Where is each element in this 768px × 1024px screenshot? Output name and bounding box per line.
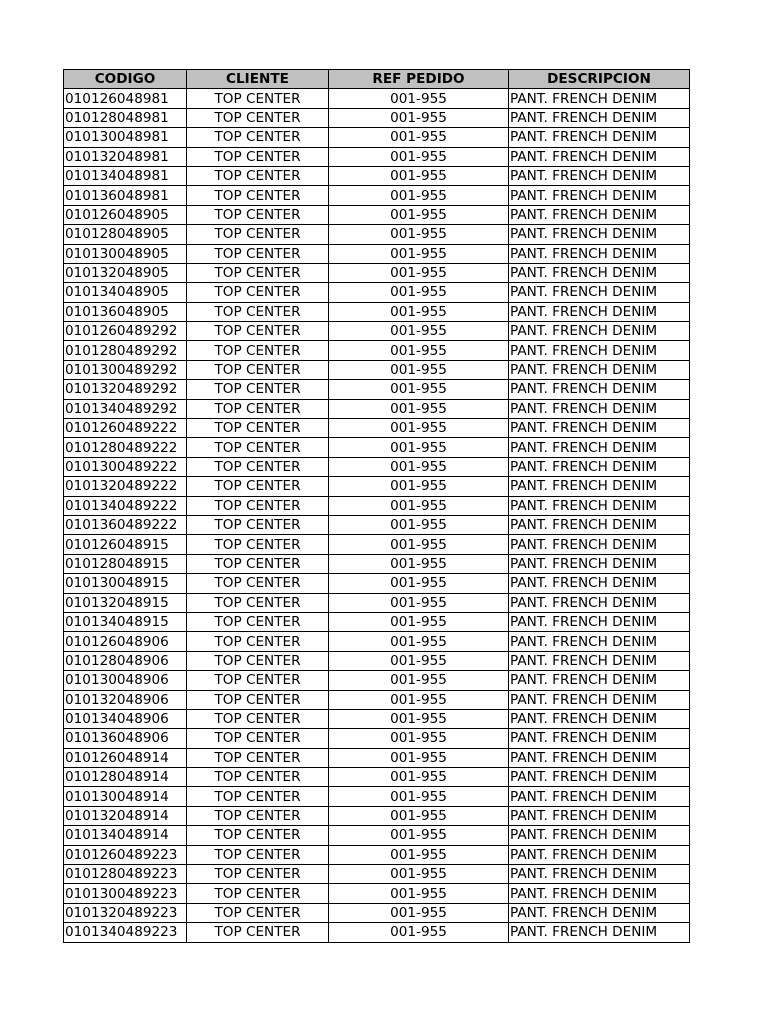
ref-pedido-cell[interactable]: 001-955	[329, 108, 509, 127]
codigo-cell[interactable]: 010130048905	[64, 244, 187, 263]
column-header-cliente[interactable]: CLIENTE	[187, 70, 329, 89]
cliente-cell[interactable]: TOP CENTER	[187, 865, 329, 884]
codigo-cell[interactable]: 010128048906	[64, 651, 187, 670]
cliente-cell[interactable]: TOP CENTER	[187, 535, 329, 554]
descripcion-cell[interactable]: PANT. FRENCH DENIM	[509, 845, 690, 864]
table-row	[64, 186, 690, 205]
descripcion-cell[interactable]: PANT. FRENCH DENIM	[509, 225, 690, 244]
cliente-cell[interactable]: TOP CENTER	[187, 826, 329, 845]
codigo-cell[interactable]: 010134048981	[64, 166, 187, 185]
cliente-cell[interactable]: TOP CENTER	[187, 322, 329, 341]
descripcion-cell[interactable]: PANT. FRENCH DENIM	[509, 671, 690, 690]
table-row	[64, 108, 690, 127]
ref-pedido-cell[interactable]: 001-955	[329, 845, 509, 864]
cliente-cell[interactable]: TOP CENTER	[187, 244, 329, 263]
ref-pedido-cell[interactable]: 001-955	[329, 748, 509, 767]
descripcion-cell[interactable]: PANT. FRENCH DENIM	[509, 477, 690, 496]
ref-pedido-cell[interactable]: 001-955	[329, 574, 509, 593]
codigo-cell[interactable]: 0101340489292	[64, 399, 187, 418]
codigo-cell[interactable]: 010128048981	[64, 108, 187, 127]
cliente-cell[interactable]: TOP CENTER	[187, 147, 329, 166]
ref-pedido-cell[interactable]: 001-955	[329, 768, 509, 787]
cliente-cell[interactable]: TOP CENTER	[187, 302, 329, 321]
header-row	[64, 70, 690, 89]
codigo-cell[interactable]: 010134048915	[64, 612, 187, 631]
cliente-cell[interactable]: TOP CENTER	[187, 225, 329, 244]
table-row	[64, 593, 690, 612]
table-header	[64, 70, 690, 89]
codigo-cell[interactable]: 010134048905	[64, 283, 187, 302]
codigo-cell[interactable]: 0101320489222	[64, 477, 187, 496]
cliente-cell[interactable]: TOP CENTER	[187, 457, 329, 476]
ref-pedido-cell[interactable]: 001-955	[329, 128, 509, 147]
codigo-cell[interactable]: 010136048906	[64, 729, 187, 748]
table-row	[64, 554, 690, 573]
table-row	[64, 612, 690, 631]
descripcion-cell[interactable]: PANT. FRENCH DENIM	[509, 283, 690, 302]
table-row	[64, 283, 690, 302]
ref-pedido-cell[interactable]: 001-955	[329, 515, 509, 534]
column-header-codigo[interactable]: CODIGO	[64, 70, 187, 89]
descripcion-cell[interactable]: PANT. FRENCH DENIM	[509, 612, 690, 631]
cliente-cell[interactable]: TOP CENTER	[187, 651, 329, 670]
codigo-cell[interactable]: 010136048905	[64, 302, 187, 321]
descripcion-cell[interactable]: PANT. FRENCH DENIM	[509, 205, 690, 224]
ref-pedido-cell[interactable]: 001-955	[329, 709, 509, 728]
cliente-cell[interactable]: TOP CENTER	[187, 632, 329, 651]
descripcion-cell[interactable]: PANT. FRENCH DENIM	[509, 380, 690, 399]
ref-pedido-cell[interactable]: 001-955	[329, 690, 509, 709]
ref-pedido-cell[interactable]: 001-955	[329, 166, 509, 185]
table-row	[64, 147, 690, 166]
cliente-cell[interactable]: TOP CENTER	[187, 89, 329, 108]
ref-pedido-cell[interactable]: 001-955	[329, 806, 509, 825]
table-row	[64, 244, 690, 263]
descripcion-cell[interactable]: PANT. FRENCH DENIM	[509, 923, 690, 942]
table-row	[64, 729, 690, 748]
cliente-cell[interactable]: TOP CENTER	[187, 205, 329, 224]
cliente-cell[interactable]: TOP CENTER	[187, 554, 329, 573]
codigo-cell[interactable]: 010126048914	[64, 748, 187, 767]
ref-pedido-cell[interactable]: 001-955	[329, 380, 509, 399]
codigo-cell[interactable]: 0101300489223	[64, 884, 187, 903]
table-row	[64, 845, 690, 864]
cliente-cell[interactable]: TOP CENTER	[187, 845, 329, 864]
ref-pedido-cell[interactable]: 001-955	[329, 787, 509, 806]
table-row	[64, 341, 690, 360]
ref-pedido-cell[interactable]: 001-955	[329, 399, 509, 418]
ref-pedido-cell[interactable]: 001-955	[329, 651, 509, 670]
ref-pedido-cell[interactable]: 001-955	[329, 477, 509, 496]
descripcion-cell[interactable]: PANT. FRENCH DENIM	[509, 360, 690, 379]
codigo-cell[interactable]: 0101320489292	[64, 380, 187, 399]
ref-pedido-cell[interactable]: 001-955	[329, 865, 509, 884]
cliente-cell[interactable]: TOP CENTER	[187, 923, 329, 942]
codigo-cell[interactable]: 0101320489223	[64, 903, 187, 922]
cliente-cell[interactable]: TOP CENTER	[187, 768, 329, 787]
codigo-cell[interactable]: 010132048905	[64, 263, 187, 282]
codigo-cell[interactable]: 010130048981	[64, 128, 187, 147]
codigo-cell[interactable]: 0101280489292	[64, 341, 187, 360]
ref-pedido-cell[interactable]: 001-955	[329, 884, 509, 903]
table-row	[64, 535, 690, 554]
column-header-descripcion[interactable]: DESCRIPCION	[509, 70, 690, 89]
spreadsheet-area	[63, 69, 689, 943]
descripcion-cell[interactable]: PANT. FRENCH DENIM	[509, 768, 690, 787]
descripcion-cell[interactable]: PANT. FRENCH DENIM	[509, 787, 690, 806]
table-row	[64, 903, 690, 922]
descripcion-cell[interactable]: PANT. FRENCH DENIM	[509, 554, 690, 573]
descripcion-cell[interactable]: PANT. FRENCH DENIM	[509, 341, 690, 360]
order-table	[63, 69, 690, 943]
ref-pedido-cell[interactable]: 001-955	[329, 225, 509, 244]
cliente-cell[interactable]: TOP CENTER	[187, 515, 329, 534]
descripcion-cell[interactable]: PANT. FRENCH DENIM	[509, 865, 690, 884]
ref-pedido-cell[interactable]: 001-955	[329, 322, 509, 341]
table-row	[64, 399, 690, 418]
descripcion-cell[interactable]: PANT. FRENCH DENIM	[509, 108, 690, 127]
table-row	[64, 709, 690, 728]
column-header-ref-pedido[interactable]: REF PEDIDO	[329, 70, 509, 89]
descripcion-cell[interactable]: PANT. FRENCH DENIM	[509, 535, 690, 554]
descripcion-cell[interactable]: PANT. FRENCH DENIM	[509, 748, 690, 767]
table-row	[64, 690, 690, 709]
descripcion-cell[interactable]: PANT. FRENCH DENIM	[509, 244, 690, 263]
table-row	[64, 205, 690, 224]
codigo-cell[interactable]: 0101280489223	[64, 865, 187, 884]
ref-pedido-cell[interactable]: 001-955	[329, 89, 509, 108]
table-row	[64, 826, 690, 845]
codigo-cell[interactable]: 0101260489292	[64, 322, 187, 341]
cliente-cell[interactable]: TOP CENTER	[187, 806, 329, 825]
descripcion-cell[interactable]: PANT. FRENCH DENIM	[509, 651, 690, 670]
ref-pedido-cell[interactable]: 001-955	[329, 341, 509, 360]
table-row	[64, 322, 690, 341]
ref-pedido-cell[interactable]: 001-955	[329, 729, 509, 748]
table-row	[64, 806, 690, 825]
descripcion-cell[interactable]: PANT. FRENCH DENIM	[509, 515, 690, 534]
cliente-cell[interactable]: TOP CENTER	[187, 283, 329, 302]
codigo-cell[interactable]: 0101260489222	[64, 419, 187, 438]
codigo-cell[interactable]: 0101300489222	[64, 457, 187, 476]
ref-pedido-cell[interactable]: 001-955	[329, 419, 509, 438]
ref-pedido-cell[interactable]: 001-955	[329, 457, 509, 476]
table-body	[64, 89, 690, 942]
table-row	[64, 302, 690, 321]
descripcion-cell[interactable]: PANT. FRENCH DENIM	[509, 806, 690, 825]
cliente-cell[interactable]: TOP CENTER	[187, 593, 329, 612]
codigo-cell[interactable]: 010132048906	[64, 690, 187, 709]
table-row	[64, 496, 690, 515]
ref-pedido-cell[interactable]: 001-955	[329, 302, 509, 321]
cliente-cell[interactable]: TOP CENTER	[187, 612, 329, 631]
descripcion-cell[interactable]: PANT. FRENCH DENIM	[509, 166, 690, 185]
descripcion-cell[interactable]: PANT. FRENCH DENIM	[509, 496, 690, 515]
descripcion-cell[interactable]: PANT. FRENCH DENIM	[509, 632, 690, 651]
codigo-cell[interactable]: 0101280489222	[64, 438, 187, 457]
ref-pedido-cell[interactable]: 001-955	[329, 283, 509, 302]
table-row	[64, 89, 690, 108]
ref-pedido-cell[interactable]: 001-955	[329, 632, 509, 651]
table-row	[64, 865, 690, 884]
cliente-cell[interactable]: TOP CENTER	[187, 380, 329, 399]
codigo-cell[interactable]: 010134048914	[64, 826, 187, 845]
table-row	[64, 632, 690, 651]
cliente-cell[interactable]: TOP CENTER	[187, 438, 329, 457]
codigo-cell[interactable]: 0101340489222	[64, 496, 187, 515]
descripcion-cell[interactable]: PANT. FRENCH DENIM	[509, 826, 690, 845]
cliente-cell[interactable]: TOP CENTER	[187, 574, 329, 593]
descripcion-cell[interactable]: PANT. FRENCH DENIM	[509, 903, 690, 922]
cliente-cell[interactable]: TOP CENTER	[187, 360, 329, 379]
codigo-cell[interactable]: 010130048915	[64, 574, 187, 593]
table-row	[64, 263, 690, 282]
ref-pedido-cell[interactable]: 001-955	[329, 903, 509, 922]
cliente-cell[interactable]: TOP CENTER	[187, 884, 329, 903]
ref-pedido-cell[interactable]: 001-955	[329, 593, 509, 612]
ref-pedido-cell[interactable]: 001-955	[329, 205, 509, 224]
ref-pedido-cell[interactable]: 001-955	[329, 360, 509, 379]
ref-pedido-cell[interactable]: 001-955	[329, 612, 509, 631]
codigo-cell[interactable]: 010130048914	[64, 787, 187, 806]
cliente-cell[interactable]: TOP CENTER	[187, 496, 329, 515]
ref-pedido-cell[interactable]: 001-955	[329, 186, 509, 205]
codigo-cell[interactable]: 010126048906	[64, 632, 187, 651]
table-row	[64, 128, 690, 147]
codigo-cell[interactable]: 010128048905	[64, 225, 187, 244]
codigo-cell[interactable]: 0101300489292	[64, 360, 187, 379]
descripcion-cell[interactable]: PANT. FRENCH DENIM	[509, 419, 690, 438]
ref-pedido-cell[interactable]: 001-955	[329, 147, 509, 166]
table-row	[64, 380, 690, 399]
codigo-cell[interactable]: 0101340489223	[64, 923, 187, 942]
table-row	[64, 477, 690, 496]
cliente-cell[interactable]: TOP CENTER	[187, 729, 329, 748]
descripcion-cell[interactable]: PANT. FRENCH DENIM	[509, 884, 690, 903]
descripcion-cell[interactable]: PANT. FRENCH DENIM	[509, 709, 690, 728]
descripcion-cell[interactable]: PANT. FRENCH DENIM	[509, 302, 690, 321]
ref-pedido-cell[interactable]: 001-955	[329, 671, 509, 690]
codigo-cell[interactable]: 010128048915	[64, 554, 187, 573]
descripcion-cell[interactable]: PANT. FRENCH DENIM	[509, 593, 690, 612]
descripcion-cell[interactable]: PANT. FRENCH DENIM	[509, 89, 690, 108]
codigo-cell[interactable]: 0101260489223	[64, 845, 187, 864]
codigo-cell[interactable]: 0101360489222	[64, 515, 187, 534]
codigo-cell[interactable]: 010128048914	[64, 768, 187, 787]
ref-pedido-cell[interactable]: 001-955	[329, 438, 509, 457]
table-row	[64, 457, 690, 476]
codigo-cell[interactable]: 010132048915	[64, 593, 187, 612]
cliente-cell[interactable]: TOP CENTER	[187, 709, 329, 728]
table-row	[64, 671, 690, 690]
table-row	[64, 360, 690, 379]
codigo-cell[interactable]: 010126048981	[64, 89, 187, 108]
table-row	[64, 515, 690, 534]
codigo-cell[interactable]: 010126048905	[64, 205, 187, 224]
ref-pedido-cell[interactable]: 001-955	[329, 535, 509, 554]
cliente-cell[interactable]: TOP CENTER	[187, 166, 329, 185]
ref-pedido-cell[interactable]: 001-955	[329, 496, 509, 515]
cliente-cell[interactable]: TOP CENTER	[187, 477, 329, 496]
table-row	[64, 225, 690, 244]
cliente-cell[interactable]: TOP CENTER	[187, 108, 329, 127]
cliente-cell[interactable]: TOP CENTER	[187, 186, 329, 205]
table-row	[64, 651, 690, 670]
ref-pedido-cell[interactable]: 001-955	[329, 923, 509, 942]
cliente-cell[interactable]: TOP CENTER	[187, 341, 329, 360]
cliente-cell[interactable]: TOP CENTER	[187, 263, 329, 282]
table-row	[64, 748, 690, 767]
ref-pedido-cell[interactable]: 001-955	[329, 554, 509, 573]
codigo-cell[interactable]: 010132048914	[64, 806, 187, 825]
descripcion-cell[interactable]: PANT. FRENCH DENIM	[509, 186, 690, 205]
codigo-cell[interactable]: 010136048981	[64, 186, 187, 205]
codigo-cell[interactable]: 010130048906	[64, 671, 187, 690]
descripcion-cell[interactable]: PANT. FRENCH DENIM	[509, 263, 690, 282]
codigo-cell[interactable]: 010132048981	[64, 147, 187, 166]
table-row	[64, 787, 690, 806]
table-row	[64, 923, 690, 942]
table-row	[64, 419, 690, 438]
cliente-cell[interactable]: TOP CENTER	[187, 419, 329, 438]
descripcion-cell[interactable]: PANT. FRENCH DENIM	[509, 574, 690, 593]
codigo-cell[interactable]: 010134048906	[64, 709, 187, 728]
descripcion-cell[interactable]: PANT. FRENCH DENIM	[509, 128, 690, 147]
ref-pedido-cell[interactable]: 001-955	[329, 244, 509, 263]
table-row	[64, 884, 690, 903]
cliente-cell[interactable]: TOP CENTER	[187, 690, 329, 709]
descripcion-cell[interactable]: PANT. FRENCH DENIM	[509, 399, 690, 418]
codigo-cell[interactable]: 010126048915	[64, 535, 187, 554]
cliente-cell[interactable]: TOP CENTER	[187, 748, 329, 767]
ref-pedido-cell[interactable]: 001-955	[329, 263, 509, 282]
descripcion-cell[interactable]: PANT. FRENCH DENIM	[509, 322, 690, 341]
cliente-cell[interactable]: TOP CENTER	[187, 399, 329, 418]
descripcion-cell[interactable]: PANT. FRENCH DENIM	[509, 690, 690, 709]
table-row	[64, 438, 690, 457]
descripcion-cell[interactable]: PANT. FRENCH DENIM	[509, 457, 690, 476]
table-row	[64, 166, 690, 185]
ref-pedido-cell[interactable]: 001-955	[329, 826, 509, 845]
cliente-cell[interactable]: TOP CENTER	[187, 787, 329, 806]
descripcion-cell[interactable]: PANT. FRENCH DENIM	[509, 729, 690, 748]
table-row	[64, 768, 690, 787]
cliente-cell[interactable]: TOP CENTER	[187, 128, 329, 147]
descripcion-cell[interactable]: PANT. FRENCH DENIM	[509, 147, 690, 166]
table-row	[64, 574, 690, 593]
descripcion-cell[interactable]: PANT. FRENCH DENIM	[509, 438, 690, 457]
cliente-cell[interactable]: TOP CENTER	[187, 671, 329, 690]
cliente-cell[interactable]: TOP CENTER	[187, 903, 329, 922]
